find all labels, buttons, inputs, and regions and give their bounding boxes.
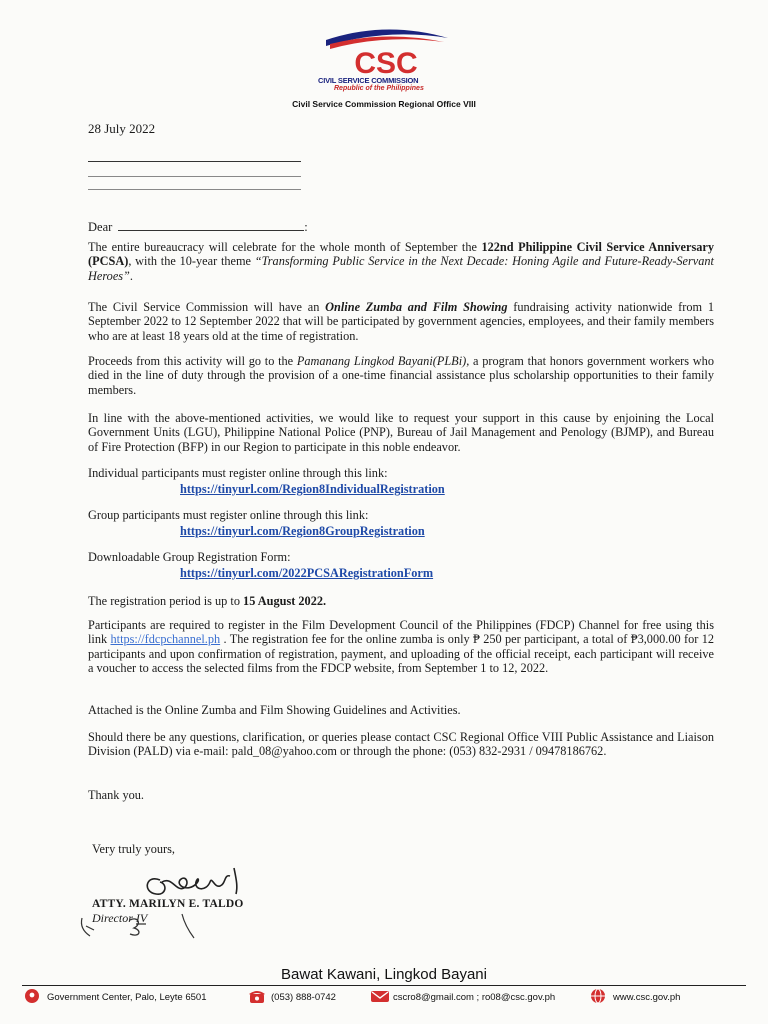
form-label: Downloadable Group Registration Form:	[88, 550, 291, 564]
paragraph-fdcp: Participants are required to register in the Film Development Council of the Philippines (FDCP) Channel for free using this link https://fdcpchannel.ph . The registration fee for the online zumba is only ₱ 250 per participant, a total of ₱3,000.00 for 12 participants and upon confirmation of registration, payment, and uploading of the official receipt, each participant will receive a voucher to access the selected films from the FDCP website, from September 1 to 12, 2022.	[88, 618, 714, 675]
paragraph-request: In line with the above-mentioned activities, we would like to request your support in this cause by enjoining the Local Government Units (LGU), Philippine National Police (PNP), Bureau of Jail Management and Penology (BJMP), and Bureau of Fire Protection (BFP) in our Region to participate in this noble endeavor.	[88, 411, 714, 454]
fdcp-link[interactable]: https://fdcpchannel.ph	[110, 632, 221, 647]
footer-divider	[22, 985, 746, 986]
paragraph-anniversary: The entire bureaucracy will celebrate for the whole month of September the 122nd Philippine Civil Service Anniversary (PCSA), with the 10-year theme “Transforming Public Service in the Next Decade: Honing Agile and Future-Ready-Servant Heroes”.	[88, 240, 715, 283]
regional-office: Civil Service Commission Regional Office VIII	[292, 99, 476, 109]
signatory-title: Director IV	[92, 911, 148, 925]
csc-logo	[316, 24, 456, 76]
address-line	[88, 176, 301, 177]
individual-label: Individual participants must register online through this link:	[88, 466, 388, 480]
address-line	[88, 161, 301, 162]
footer-address: Government Center, Palo, Leyte 6501	[47, 992, 207, 1003]
thank-you: Thank you.	[88, 788, 145, 802]
salutation: Dear :	[88, 220, 308, 234]
closing: Very truly yours,	[92, 842, 175, 856]
agency-name: CIVIL SERVICE COMMISSION	[318, 76, 419, 85]
signatory-name: ATTY. MARILYN E. TALDO	[92, 898, 244, 910]
recipient-blank	[118, 219, 304, 231]
registration-period: The registration period is up to 15 August 2022.	[88, 594, 327, 608]
paragraph-questions: Should there be any questions, clarification, or queries please contact CSC Regional Office VIII Public Assistance and Liaison Division (PALD) via e-mail: pald_08@yahoo.com or through the phone: (053) 832-2931 / 09478186762.	[88, 730, 714, 759]
agency-subtitle: Republic of the Philippines	[334, 85, 424, 92]
footer-email: cscro8@gmail.com ; ro08@csc.gov.ph	[393, 992, 556, 1003]
group-registration-link[interactable]: https://tinyurl.com/Region8GroupRegistration	[180, 524, 425, 538]
registration-form-link[interactable]: https://tinyurl.com/2022PCSARegistrationForm	[180, 566, 434, 580]
letter-date: 28 July 2022	[88, 121, 156, 136]
footer-website: www.csc.gov.ph	[613, 992, 681, 1003]
address-line	[88, 189, 301, 190]
footer-phone: (053) 888-0742	[271, 992, 336, 1003]
paragraph-proceeds: Proceeds from this activity will go to the Pamanang Lingkod Bayani(PLBi), a program that honors government workers who died in the line of duty through the provision of a one-time financial assistance plus scholarship opportunities to their family members.	[88, 354, 714, 397]
globe-icon	[590, 988, 606, 1004]
logo-text: CSC	[354, 47, 418, 76]
initials-mark	[76, 912, 216, 942]
motto: Bawat Kawani, Lingkod Bayani	[281, 966, 487, 983]
phone-icon	[248, 988, 266, 1004]
attached-note: Attached is the Online Zumba and Film Showing Guidelines and Activities.	[88, 703, 461, 717]
individual-registration-link[interactable]: https://tinyurl.com/Region8IndividualRegistration	[180, 482, 445, 496]
group-label: Group participants must register online through this link:	[88, 508, 369, 522]
email-icon	[370, 988, 390, 1004]
location-icon	[24, 988, 40, 1004]
paragraph-activity: The Civil Service Commission will have an Online Zumba and Film Showing fundraising activity nationwide from 1 September 2022 to 12 September 2022 that will be participated by government agencies, employees, and their family members who are at least 18 years old at the time of registration.	[88, 300, 714, 343]
